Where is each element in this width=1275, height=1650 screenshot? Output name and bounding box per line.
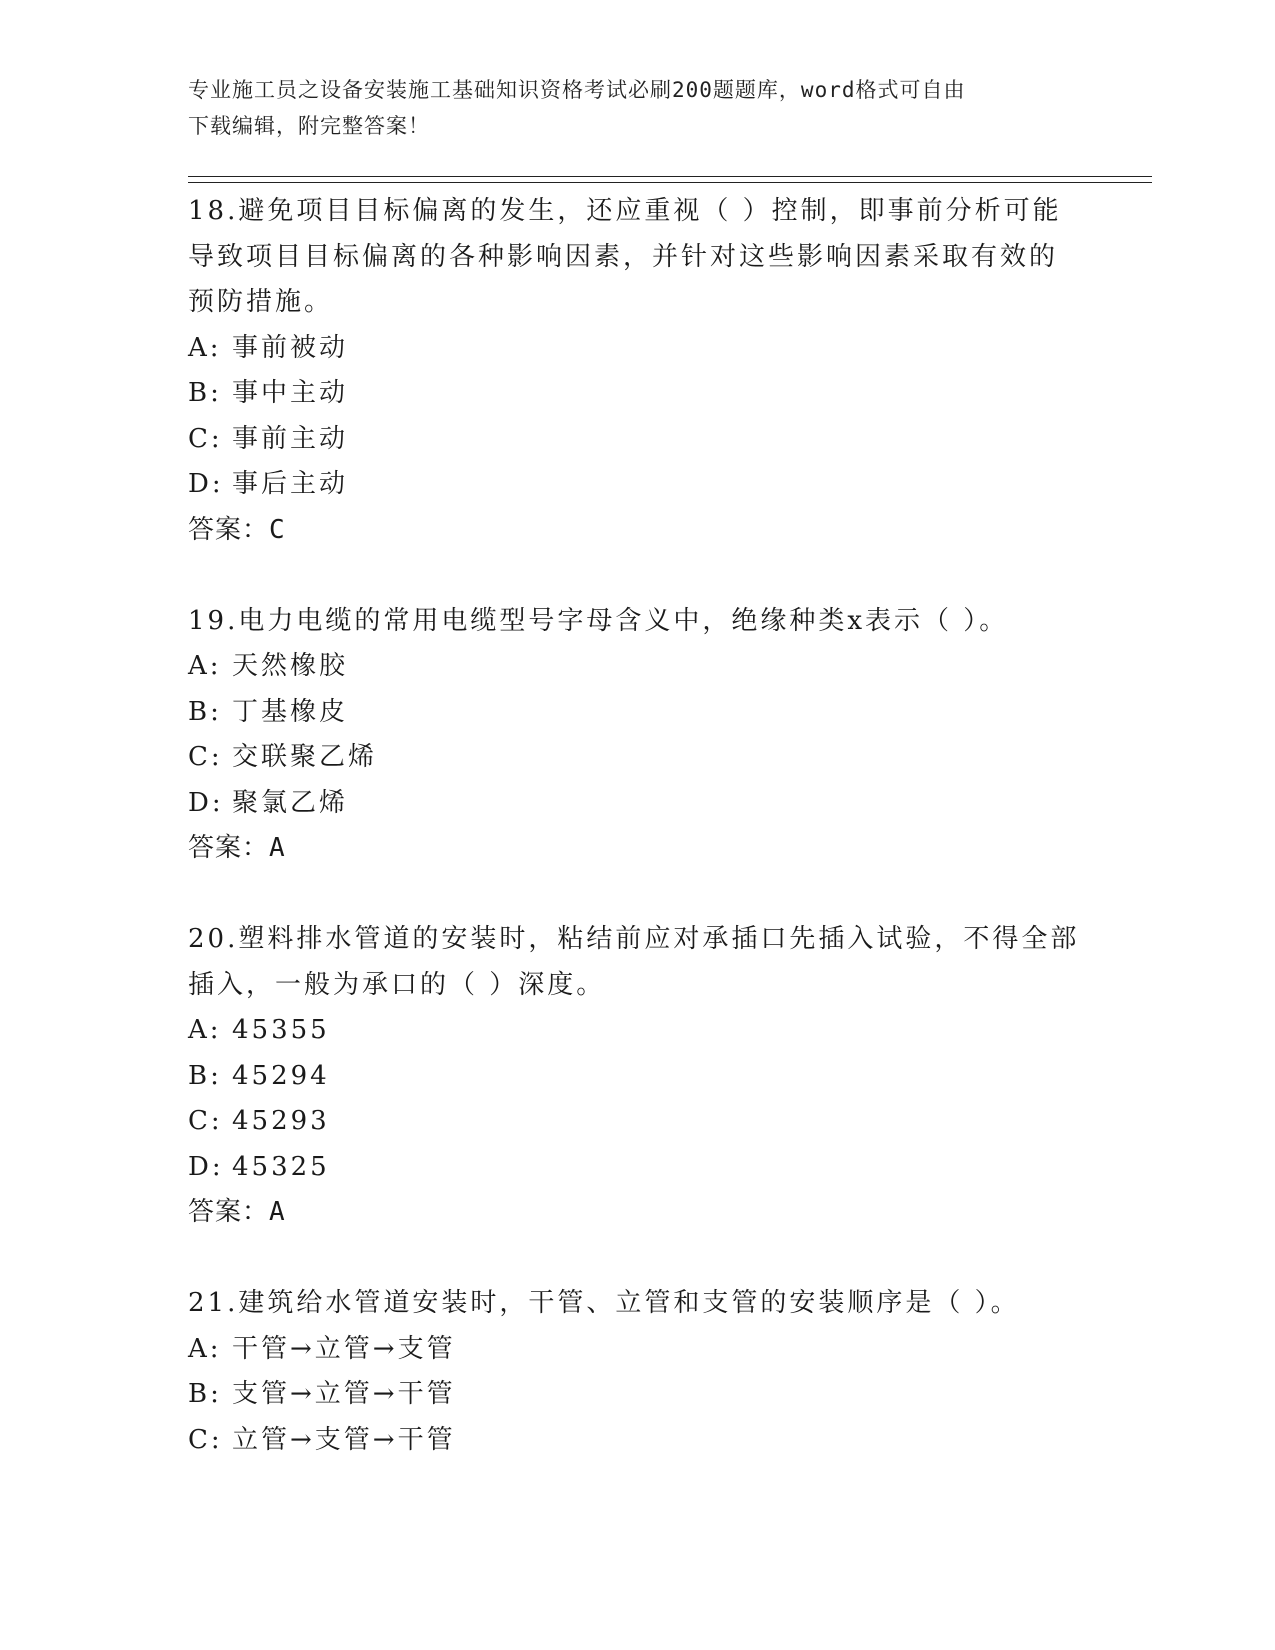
option-text: 事中主动 (232, 378, 349, 408)
option-text: 丁基橡皮 (232, 696, 349, 727)
option-key: C: (188, 423, 223, 454)
option-b (188, 1054, 1088, 1100)
option-text: 45325 (232, 1151, 330, 1182)
question-text-line: 插入，一般为承口的（ ）深度。 (188, 969, 606, 1000)
option-a (188, 326, 1088, 372)
question-text-line: 19.电力电缆的常用电缆型号字母含义中，绝缘种类x表示（ ）。 (188, 605, 1009, 636)
question-text-line: 导致项目目标偏离的各种影响因素，并针对这些影响因素采取有效的 (188, 241, 1059, 272)
option-d (188, 1145, 1088, 1191)
option-a (188, 1008, 1088, 1054)
option-key: A: (188, 1015, 222, 1045)
header-rule-top (188, 176, 1152, 177)
answer-line: 答案：A (188, 833, 286, 863)
option-a (188, 644, 1088, 690)
question-text-line: 20.塑料排水管道的安装时，粘结前应对承插口先插入试验，不得全部 (188, 924, 1080, 954)
option-b (188, 690, 1088, 736)
question-text-line: 18.避免项目目标偏离的发生，还应重视（ ）控制，即事前分析可能 (188, 196, 1062, 226)
question-text-line: 预防措施。 (188, 287, 334, 317)
option-key: D: (188, 787, 224, 818)
question-19 (188, 599, 1088, 872)
option-text: 干管→立管→支管 (232, 1333, 456, 1364)
option-c (188, 1418, 1088, 1464)
option-a (188, 1327, 1088, 1373)
option-key: A: (188, 332, 222, 363)
option-text: 交联聚乙烯 (232, 742, 378, 772)
question-18 (188, 189, 1088, 553)
question-list (188, 189, 1088, 1463)
option-text: 事前主动 (232, 423, 349, 454)
option-c (188, 417, 1088, 463)
header-line-1: 专业施工员之设备安装施工基础知识资格考试必刷200题题库，word格式可自由 (188, 78, 966, 102)
option-text: 事后主动 (232, 469, 349, 499)
option-key: B: (188, 378, 222, 408)
option-d (188, 781, 1088, 827)
option-key: B: (188, 696, 222, 727)
option-c (188, 1099, 1088, 1145)
option-key: C: (188, 1424, 223, 1455)
option-text: 支管→立管→干管 (232, 1379, 456, 1409)
option-text: 45294 (232, 1060, 330, 1091)
option-key: A: (188, 1333, 222, 1364)
option-text: 天然橡胶 (232, 651, 349, 681)
answer-line: 答案：C (188, 514, 286, 545)
option-b (188, 1372, 1088, 1418)
question-gap (188, 872, 1088, 918)
option-key: A: (188, 651, 222, 681)
question-gap (188, 1236, 1088, 1282)
question-gap (188, 553, 1088, 599)
option-d (188, 462, 1088, 508)
option-text: 聚氯乙烯 (232, 787, 349, 818)
option-key: C: (188, 1106, 223, 1136)
question-21 (188, 1281, 1088, 1463)
header-rule-bottom (188, 182, 1152, 183)
option-key: B: (188, 1060, 222, 1091)
option-text: 事前被动 (232, 332, 349, 363)
document-header (188, 72, 1068, 144)
question-text-line: 21.建筑给水管道安装时，干管、立管和支管的安装顺序是（ ）。 (188, 1288, 1020, 1318)
option-key: B: (188, 1379, 222, 1409)
option-b (188, 371, 1088, 417)
option-text: 45355 (232, 1015, 330, 1045)
option-key: D: (188, 469, 224, 499)
header-line-2: 下载编辑，附完整答案！ (188, 114, 430, 138)
question-20 (188, 917, 1088, 1236)
answer-line: 答案：A (188, 1197, 286, 1227)
option-text: 45293 (232, 1106, 330, 1136)
option-text: 立管→支管→干管 (232, 1424, 456, 1455)
option-c (188, 735, 1088, 781)
option-key: C: (188, 742, 223, 772)
option-key: D: (188, 1151, 224, 1182)
